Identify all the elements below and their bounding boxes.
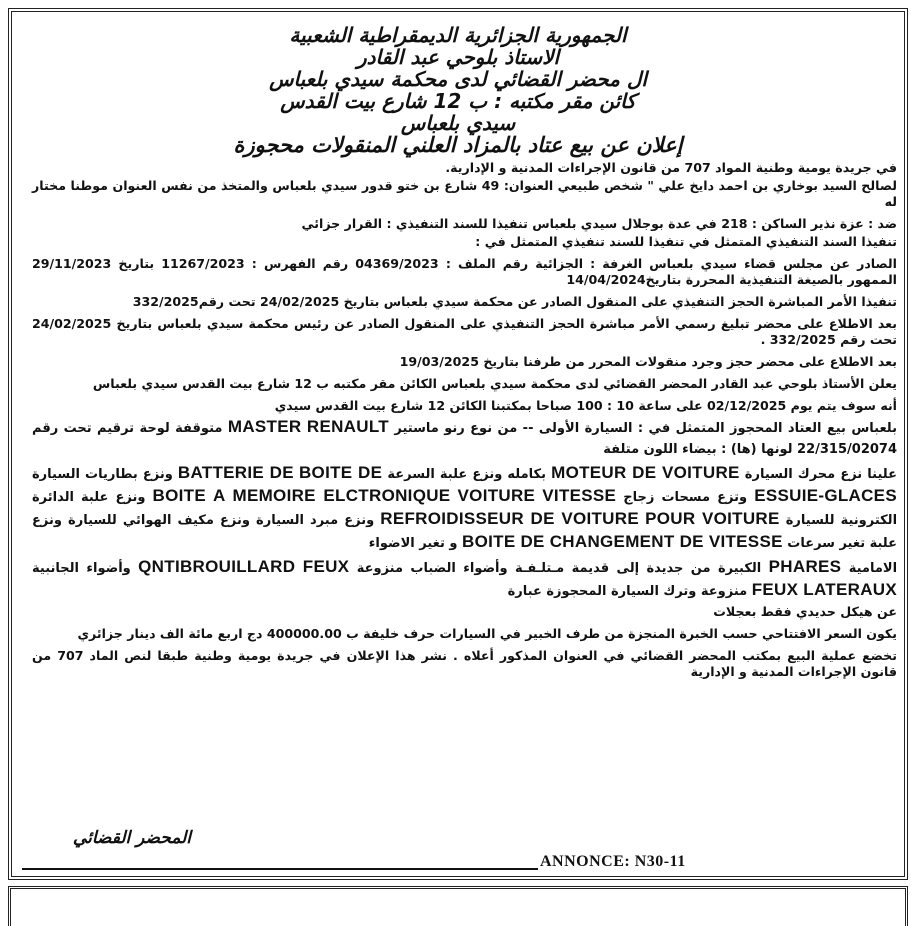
body-paragraph-price: يكون السعر الافتتاحي حسب الخبرة المنجزة من طرف الخبير في السيارات حرف خليفة ب 400000.00 دج اربع مائة الف دينار جزائري bbox=[77, 626, 897, 641]
parts-text-e: ونزع علبة الدائرة الكترونية للسيارة bbox=[32, 490, 898, 528]
renault-label: RENAULT bbox=[306, 417, 389, 436]
pour-voiture-label: POUR VOITURE bbox=[645, 509, 780, 528]
next-frame-edge bbox=[8, 886, 908, 926]
parts-text-b: بكامله ونزع علبة السرعة bbox=[387, 467, 546, 482]
bailiff-signature: المحضر القضائي bbox=[72, 828, 191, 848]
body-paragraph-judgment: الصادر عن مجلس قضاء سيدي بلعباس الغرفة : الجزائية رقم الملف : 04369/2023 رقم الفهرس : 11267/2023 بتاريخ 29/11/2023 الممهور بالصيغة التنفيذية المحررة بتاريخ14/04/2024 bbox=[32, 256, 897, 287]
body-paragraph-frame: عن هيكل حديدي فقط بعجلات bbox=[713, 604, 897, 619]
boite-changement-label: BOITE DE CHANGEMENT DE VITESSE bbox=[462, 532, 783, 551]
parts-text-i: و تغير الاضواء bbox=[368, 536, 458, 551]
header-bailiff-court: ال محضر القضائي لدى محكمة سيدي بلعباس bbox=[269, 67, 647, 91]
feux-label: FEUX bbox=[302, 557, 350, 576]
lights-text-d: منزوعة وترك السيارة المحجوزة عبارة bbox=[507, 584, 748, 599]
body-paragraph-seizure: بعد الاطلاع على محضر حجز وجرد منقولات المحرر من طرفنا بتاريخ 19/03/2025 bbox=[399, 354, 897, 369]
annonce-number: ANNONCE: N30-11 bbox=[540, 853, 686, 870]
body-paragraph-lights bbox=[32, 556, 897, 602]
vehicle-desc-a: بلعباس بيع العتاد المحجوز المتمثل في : السيارة الأولى -- من نوع رنو ماستير bbox=[394, 421, 897, 436]
parts-text-f: ونزع مبرد السيارة bbox=[256, 513, 375, 528]
announcement-body bbox=[32, 160, 897, 686]
header-office-address: كائن مقر مكتبه : ب 12 شارع بيت القدس bbox=[280, 89, 636, 113]
parts-text-c: ونزع بطاريات السيارة bbox=[32, 467, 173, 482]
parts-text-d: وتزع مسحات زجاج bbox=[623, 490, 748, 505]
lights-text-b: الكبيرة من جديدة إلى قديمة مـتلـفـة وأضواء الضباب منزوعة bbox=[356, 561, 762, 576]
refroidisseur-label: REFROIDISSEUR DE VOITURE bbox=[380, 509, 639, 528]
lights-text-a: الامامية bbox=[848, 561, 898, 576]
antibrouillard-label: QNTIBROUILLARD bbox=[138, 557, 296, 576]
feux-lateraux-label: FEUX LATERAUX bbox=[751, 580, 897, 599]
body-paragraph-title: تنفيذا السند التنفيذي المتمثل في تنفيذا للسند تنفيذي المتمثل في : bbox=[475, 234, 897, 249]
body-paragraph-order: تنفيذا الأمر المباشرة الحجز التنفيذي على المنقول الصادر عن محكمة سيدي بلعباس بتاريخ 24/02/2025 تحت رقم332/2025 bbox=[132, 294, 897, 309]
body-paragraph-announce: يعلن الأستاذ بلوحي عبد القادر المحضر القضائي لدى محكمة سيدي بلعباس الكائن مقر مكتبه ب 12 شارع بيت القدس سيدي بلعباس bbox=[92, 376, 897, 391]
parts-text-h: ونزع علبة تغير سرعات bbox=[32, 513, 897, 551]
announcement-header bbox=[12, 12, 904, 156]
body-paragraph-debtor: ضد : عزة نذير الساكن : 218 في عدة بوجلال سيدي بلعباس تنفيذا للسند التنفيذي : القرار جزائي bbox=[301, 216, 897, 231]
body-paragraph-creditor: لصالح السيد بوخاري بن احمد دايخ علي " شخص طبيعي العنوان: 49 شارع بن ختو قدور سيدي بلعباس والمتخذ من نفس العنوان موطنا مختار له bbox=[32, 178, 897, 209]
body-paragraph-1: في جريدة يومية وطنية المواد 707 من قانون الإجراءات المدنية و الإدارية. bbox=[445, 160, 897, 175]
batterie-label: BATTERIE DE bbox=[177, 463, 294, 482]
vehicle-desc-b: متوقفة لوحة ترقيم تحت رقم 22/315/02074 لونها (ها) : بيضاء اللون متلفة bbox=[32, 421, 897, 457]
body-paragraph-date: أنه سوف يتم يوم 02/12/2025 على ساعة 10 : 100 صباحا بمكتبنا الكائن 12 شارع بيت القدس سيدي bbox=[274, 398, 897, 413]
body-paragraph-notification: بعد الاطلاع على محضر تبليغ رسمي الأمر مباشرة الحجز التنفيذي على المنقول الصادر عن رئيس محكمة سيدي بلعباس بتاريخ 24/02/2025 تحت رقم 332/2025 . bbox=[32, 316, 897, 347]
parts-text-a: علينا نزع محرك السيارة bbox=[744, 467, 897, 482]
announcement-title: إعلان عن بيع عتاد بالمزاد العلني المنقولات محجوزة bbox=[233, 133, 683, 157]
essuie-label: ESSUIE-GLACES bbox=[754, 486, 897, 505]
lights-text-c: وأضواء الجانبية bbox=[32, 561, 131, 576]
body-paragraph-parts bbox=[32, 462, 897, 554]
voiture-label: VOITURE bbox=[457, 486, 536, 505]
annonce-rule bbox=[22, 868, 538, 870]
moteur-label: MOTEUR DE VOITURE bbox=[551, 463, 740, 482]
boite-de-label: BOITE DE bbox=[298, 463, 383, 482]
header-republic: الجمهورية الجزائرية الديمقراطية الشعبية bbox=[289, 23, 627, 47]
phares-label: PHARES bbox=[768, 557, 842, 576]
body-paragraph-vehicle bbox=[32, 416, 897, 460]
header-city: سيدي بلعباس bbox=[400, 111, 516, 135]
body-paragraph-conditions: تخضع عملية البيع بمكتب المحضر القضائي في العنوان المذكور أعلاه . نشر هذا الإعلان في جريدة يومية وطنية طبقا لنص الماد 707 من قانون الإجراءات المدنية و الإدارية bbox=[32, 648, 897, 679]
parts-text-g: ونزع مكيف الهوائي للسيارة bbox=[68, 513, 250, 528]
header-bailiff-name: الاستاذ بلوحي عبد القادر bbox=[356, 45, 560, 69]
vitesse-label: VITESSE bbox=[542, 486, 617, 505]
master-label: MASTER bbox=[227, 417, 302, 436]
boite-memoire-label: BOITE A MEMOIRE ELCTRONIQUE bbox=[152, 486, 451, 505]
